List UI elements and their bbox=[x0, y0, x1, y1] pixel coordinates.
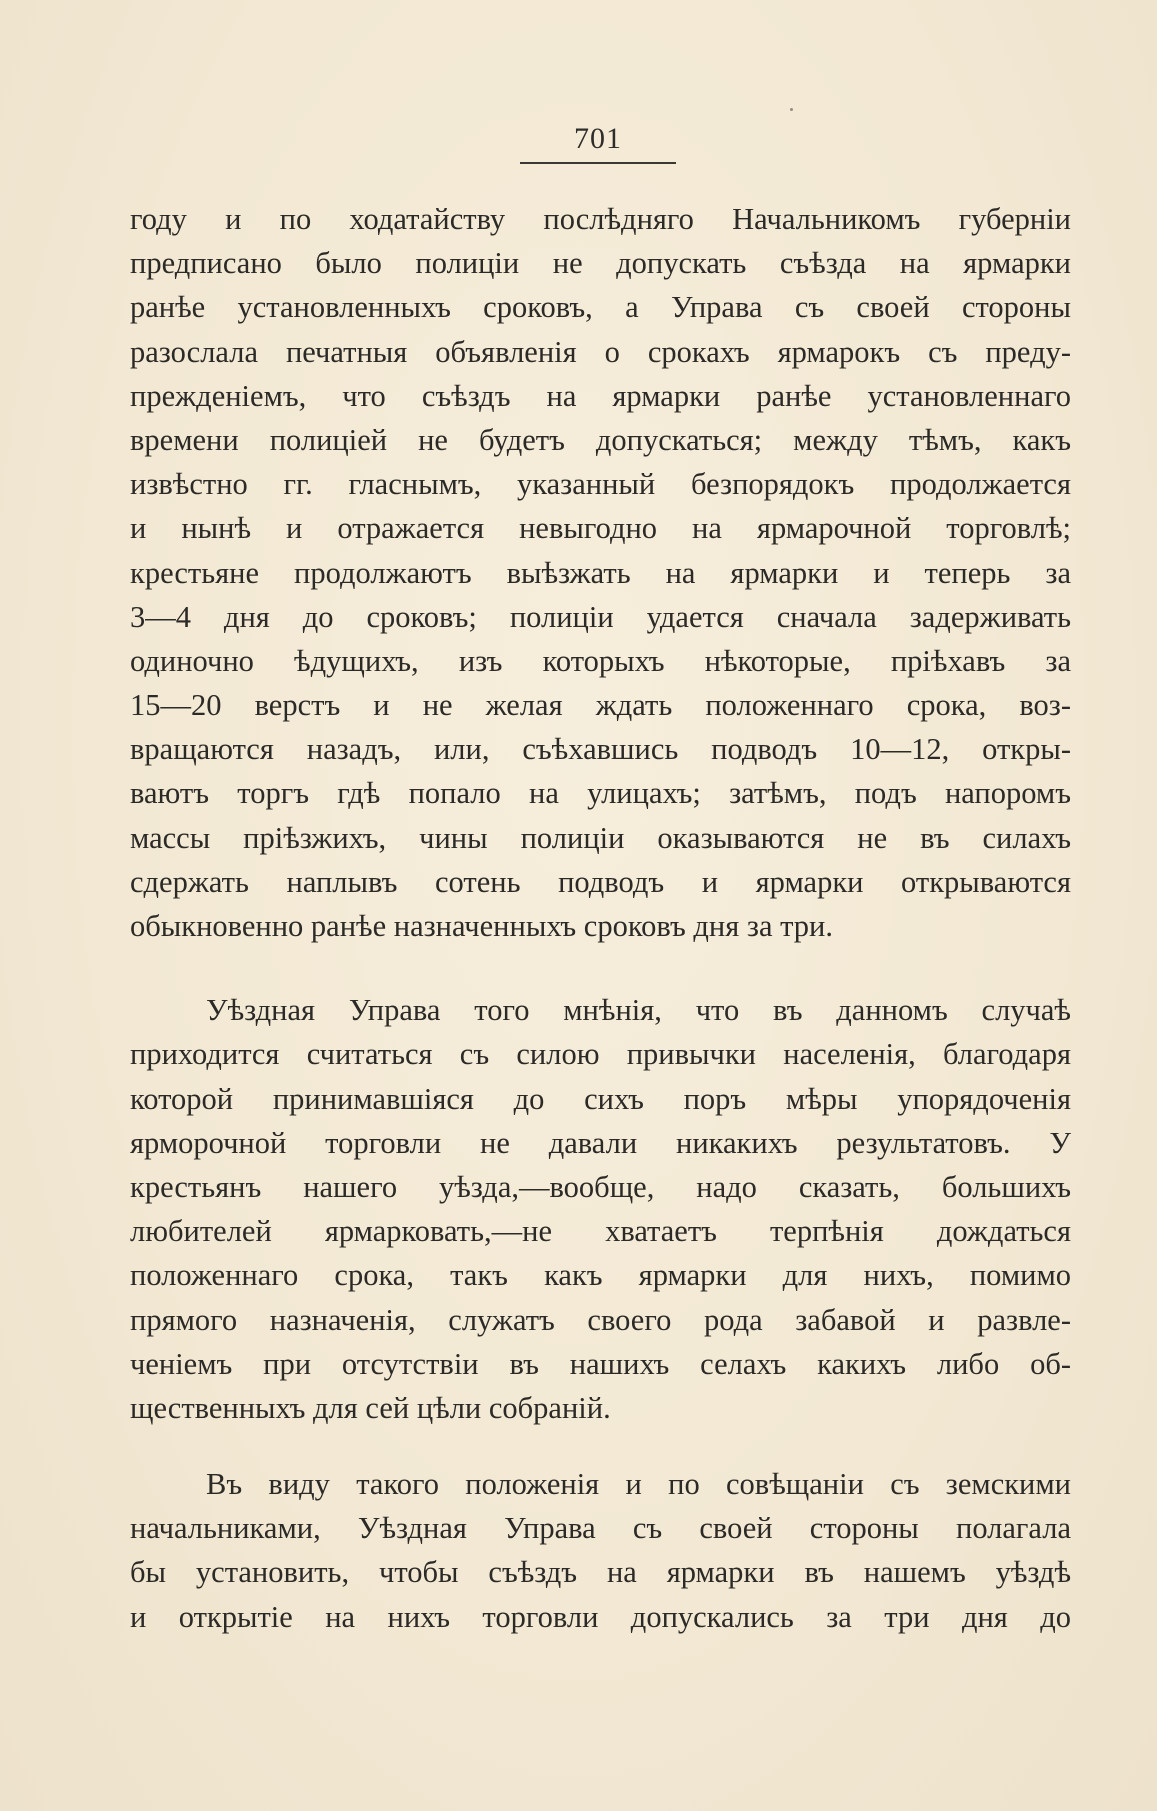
text-line: щественныхъ для сей цѣли собраній. bbox=[130, 1390, 611, 1425]
text-line: вращаются назадъ, или, съѣхавшись подводъ 10—12, откры- bbox=[130, 732, 1071, 767]
page-number: 701 bbox=[574, 122, 622, 155]
page-number-rule bbox=[520, 162, 676, 164]
text-line: любителей ярмарковать,—не хватаетъ терпѣнія дождаться bbox=[130, 1214, 1071, 1249]
text-line: разослала печатныя объявленія о срокахъ ярмарокъ съ преду- bbox=[130, 334, 1071, 369]
text-line: и нынѣ и отражается невыгодно на ярмарочной торговлѣ; bbox=[130, 511, 1071, 546]
text-line: крестьяне продолжаютъ выѣзжать на ярмарки и теперь за bbox=[130, 555, 1071, 590]
text-line: прямого назначенія, служатъ своего рода забавой и развле- bbox=[130, 1302, 1071, 1337]
text-line: одиночно ѣдущихъ, изъ которыхъ нѣкоторые, пріѣхавъ за bbox=[130, 643, 1071, 678]
paper-speck bbox=[790, 108, 793, 111]
text-line: сдержать наплывъ сотень подводъ и ярмарки открываются bbox=[130, 864, 1071, 899]
text-line: предписано было полиціи не допускать съѣзда на ярмарки bbox=[130, 246, 1071, 281]
text-line: извѣстно гг. гласнымъ, указанный безпорядокъ продолжается bbox=[130, 467, 1071, 502]
text-column bbox=[130, 197, 1071, 1639]
text-line: положеннаго срока, такъ какъ ярмарки для нихъ, помимо bbox=[130, 1258, 1071, 1293]
text-line: ваютъ торгъ гдѣ попало на улицахъ; затѣмъ, подъ напоромъ bbox=[130, 776, 1071, 811]
text-line: Уѣздная Управа того мнѣнія, что въ данномъ случаѣ bbox=[206, 993, 1071, 1028]
paragraph-1 bbox=[130, 197, 1071, 948]
text-line: крестьянъ нашего уѣзда,—вообще, надо сказать, большихъ bbox=[130, 1169, 1071, 1204]
text-line: прежденіемъ, что съѣздъ на ярмарки ранѣе установленнаго bbox=[130, 378, 1071, 413]
text-line: 15—20 верстъ и не желая ждать положеннаго срока, воз- bbox=[130, 688, 1071, 723]
text-line: бы установить, чтобы съѣздъ на ярмарки въ нашемъ уѣздѣ bbox=[130, 1555, 1071, 1590]
paragraph-2 bbox=[130, 988, 1071, 1430]
text-line: приходится считаться съ силою привычки населенія, благодаря bbox=[130, 1037, 1071, 1072]
text-line: которой принимавшіяся до сихъ поръ мѣры упорядоченія bbox=[130, 1081, 1071, 1116]
text-line: массы пріѣзжихъ, чины полиціи оказываются не въ силахъ bbox=[130, 820, 1071, 855]
paragraph-spacer bbox=[130, 948, 1071, 988]
text-line: Въ виду такого положенія и по совѣщаніи съ земскими bbox=[206, 1467, 1071, 1502]
paragraph-spacer bbox=[130, 1430, 1071, 1462]
text-line: году и по ходатайству послѣдняго Начальникомъ губерніи bbox=[130, 202, 1071, 236]
text-line: обыкновенно ранѣе назначенныхъ сроковъ дня за три. bbox=[130, 909, 834, 943]
text-line: и открытіе на нихъ торговли допускались за три дня до bbox=[130, 1599, 1071, 1634]
text-line: времени полиціей не будетъ допускаться; между тѣмъ, какъ bbox=[130, 422, 1071, 457]
text-line: 3—4 дня до сроковъ; полиціи удается сначала задерживать bbox=[130, 599, 1071, 634]
paragraph-3 bbox=[130, 1462, 1071, 1639]
text-line: начальниками, Уѣздная Управа съ своей стороны полагала bbox=[130, 1511, 1071, 1546]
text-line: ченіемъ при отсутствіи въ нашихъ селахъ какихъ либо об- bbox=[130, 1346, 1071, 1381]
text-line: ярморочной торговли не давали никакихъ результатовъ. У bbox=[130, 1125, 1071, 1160]
text-line: ранѣе установленныхъ сроковъ, а Управа съ своей стороны bbox=[130, 290, 1071, 325]
